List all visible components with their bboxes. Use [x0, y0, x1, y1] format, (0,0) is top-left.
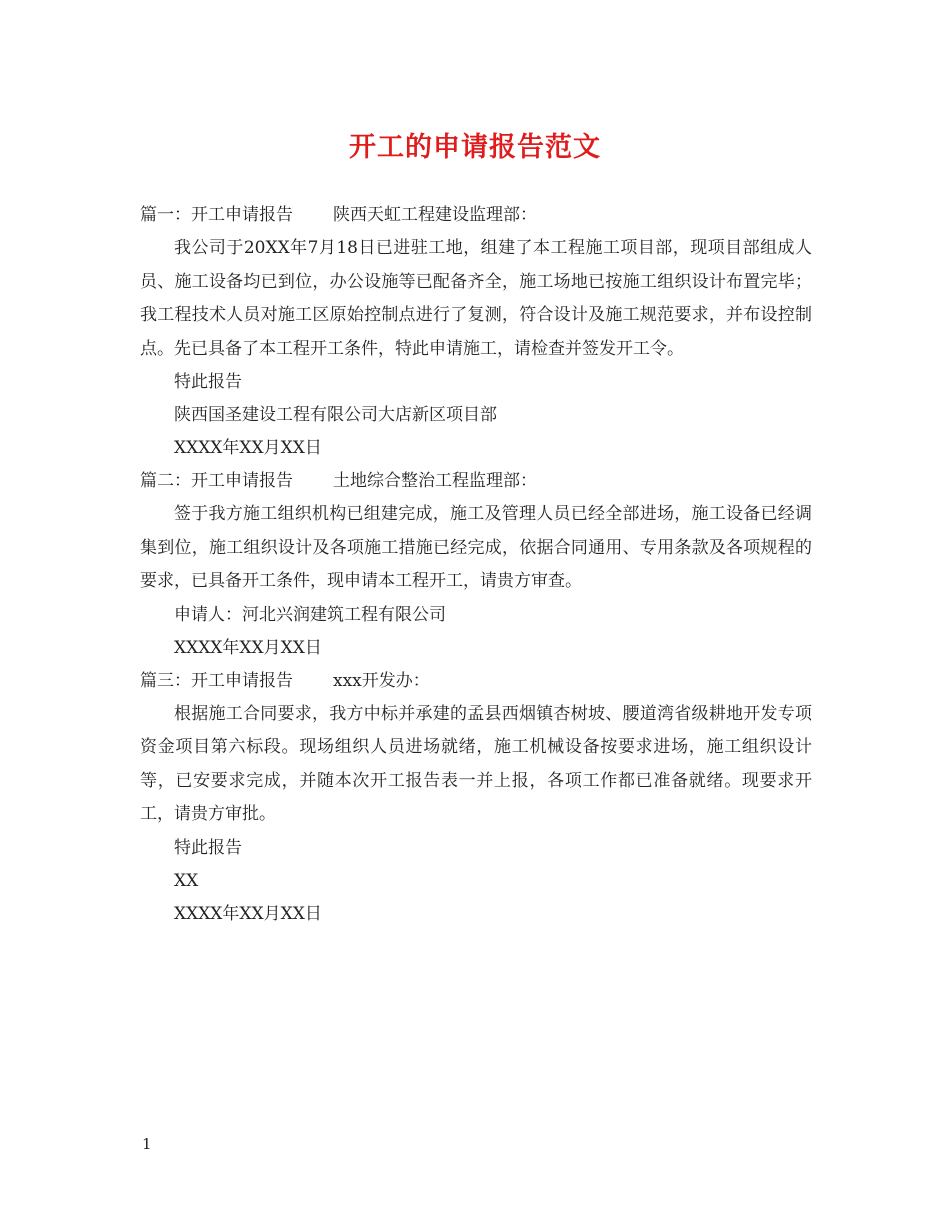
- section-1-paragraph: 我公司于20XX年7月18日已进驻工地，组建了本工程施工项目部，现项目部组成人员、施工设备均已到位，办公设施等已配备齐全，施工场地已按施工组织设计布置完毕；我工程技术人员对施工区原始控制点进行了复测，符合设计及施工规范要求，并布设控制点。先已具备了本工程开工条件，特此申请施工，请检查并签发开工令。: [140, 238, 812, 359]
- section-3-addressee: xxx开发办：: [333, 670, 430, 691]
- section-2-addressee: 土地综合整治工程监理部：: [333, 471, 537, 491]
- section-1-addressee: 陕西天虹工程建设监理部：: [333, 205, 537, 225]
- section-1-closing: 特此报告: [174, 372, 242, 392]
- section-3-heading: 篇三：开工申请报告: [140, 670, 293, 691]
- section-1-signer: 陕西国圣建设工程有限公司大店新区项目部: [174, 405, 497, 425]
- section-3-closing: 特此报告: [174, 837, 242, 858]
- section-3-date: XXXX年XX月XX日: [174, 903, 322, 924]
- section-2-signer: 申请人：河北兴润建筑工程有限公司: [174, 604, 446, 625]
- section-2-heading: 篇二：开工申请报告: [140, 471, 293, 491]
- document-body: [140, 199, 812, 931]
- section-3-signer: XX: [174, 870, 199, 891]
- section-1-header: [140, 199, 812, 232]
- section-3-paragraph: 根据施工合同要求，我方中标并承建的孟县西烟镇杏树坡、腰道湾省级耕地开发专项资金项目第六标段。现场组织人员进场就绪，施工机械设备按要求进场，施工组织设计等，已安要求完成，并随本次开工报告表一并上报，各项工作都已准备就绪。现要求开工，请贵方审批。: [140, 703, 812, 824]
- document-title: 开工的申请报告范文: [349, 132, 601, 163]
- section-2-date: XXXX年XX月XX日: [174, 637, 322, 658]
- page-number: 1: [142, 1135, 152, 1153]
- section-2-paragraph: 签于我方施工组织机构已组建完成，施工及管理人员已经全部进场，施工设备已经调集到位，施工组织设计及各项施工措施已经完成，依据合同通用、专用条款及各项规程的要求，已具备开工条件，现申请本工程开工，请贵方审查。: [140, 504, 812, 591]
- section-3-header: [140, 665, 812, 698]
- section-2-header: [140, 465, 812, 498]
- section-1-heading: 篇一：开工申请报告: [140, 205, 293, 225]
- section-1-date: XXXX年XX月XX日: [174, 438, 322, 458]
